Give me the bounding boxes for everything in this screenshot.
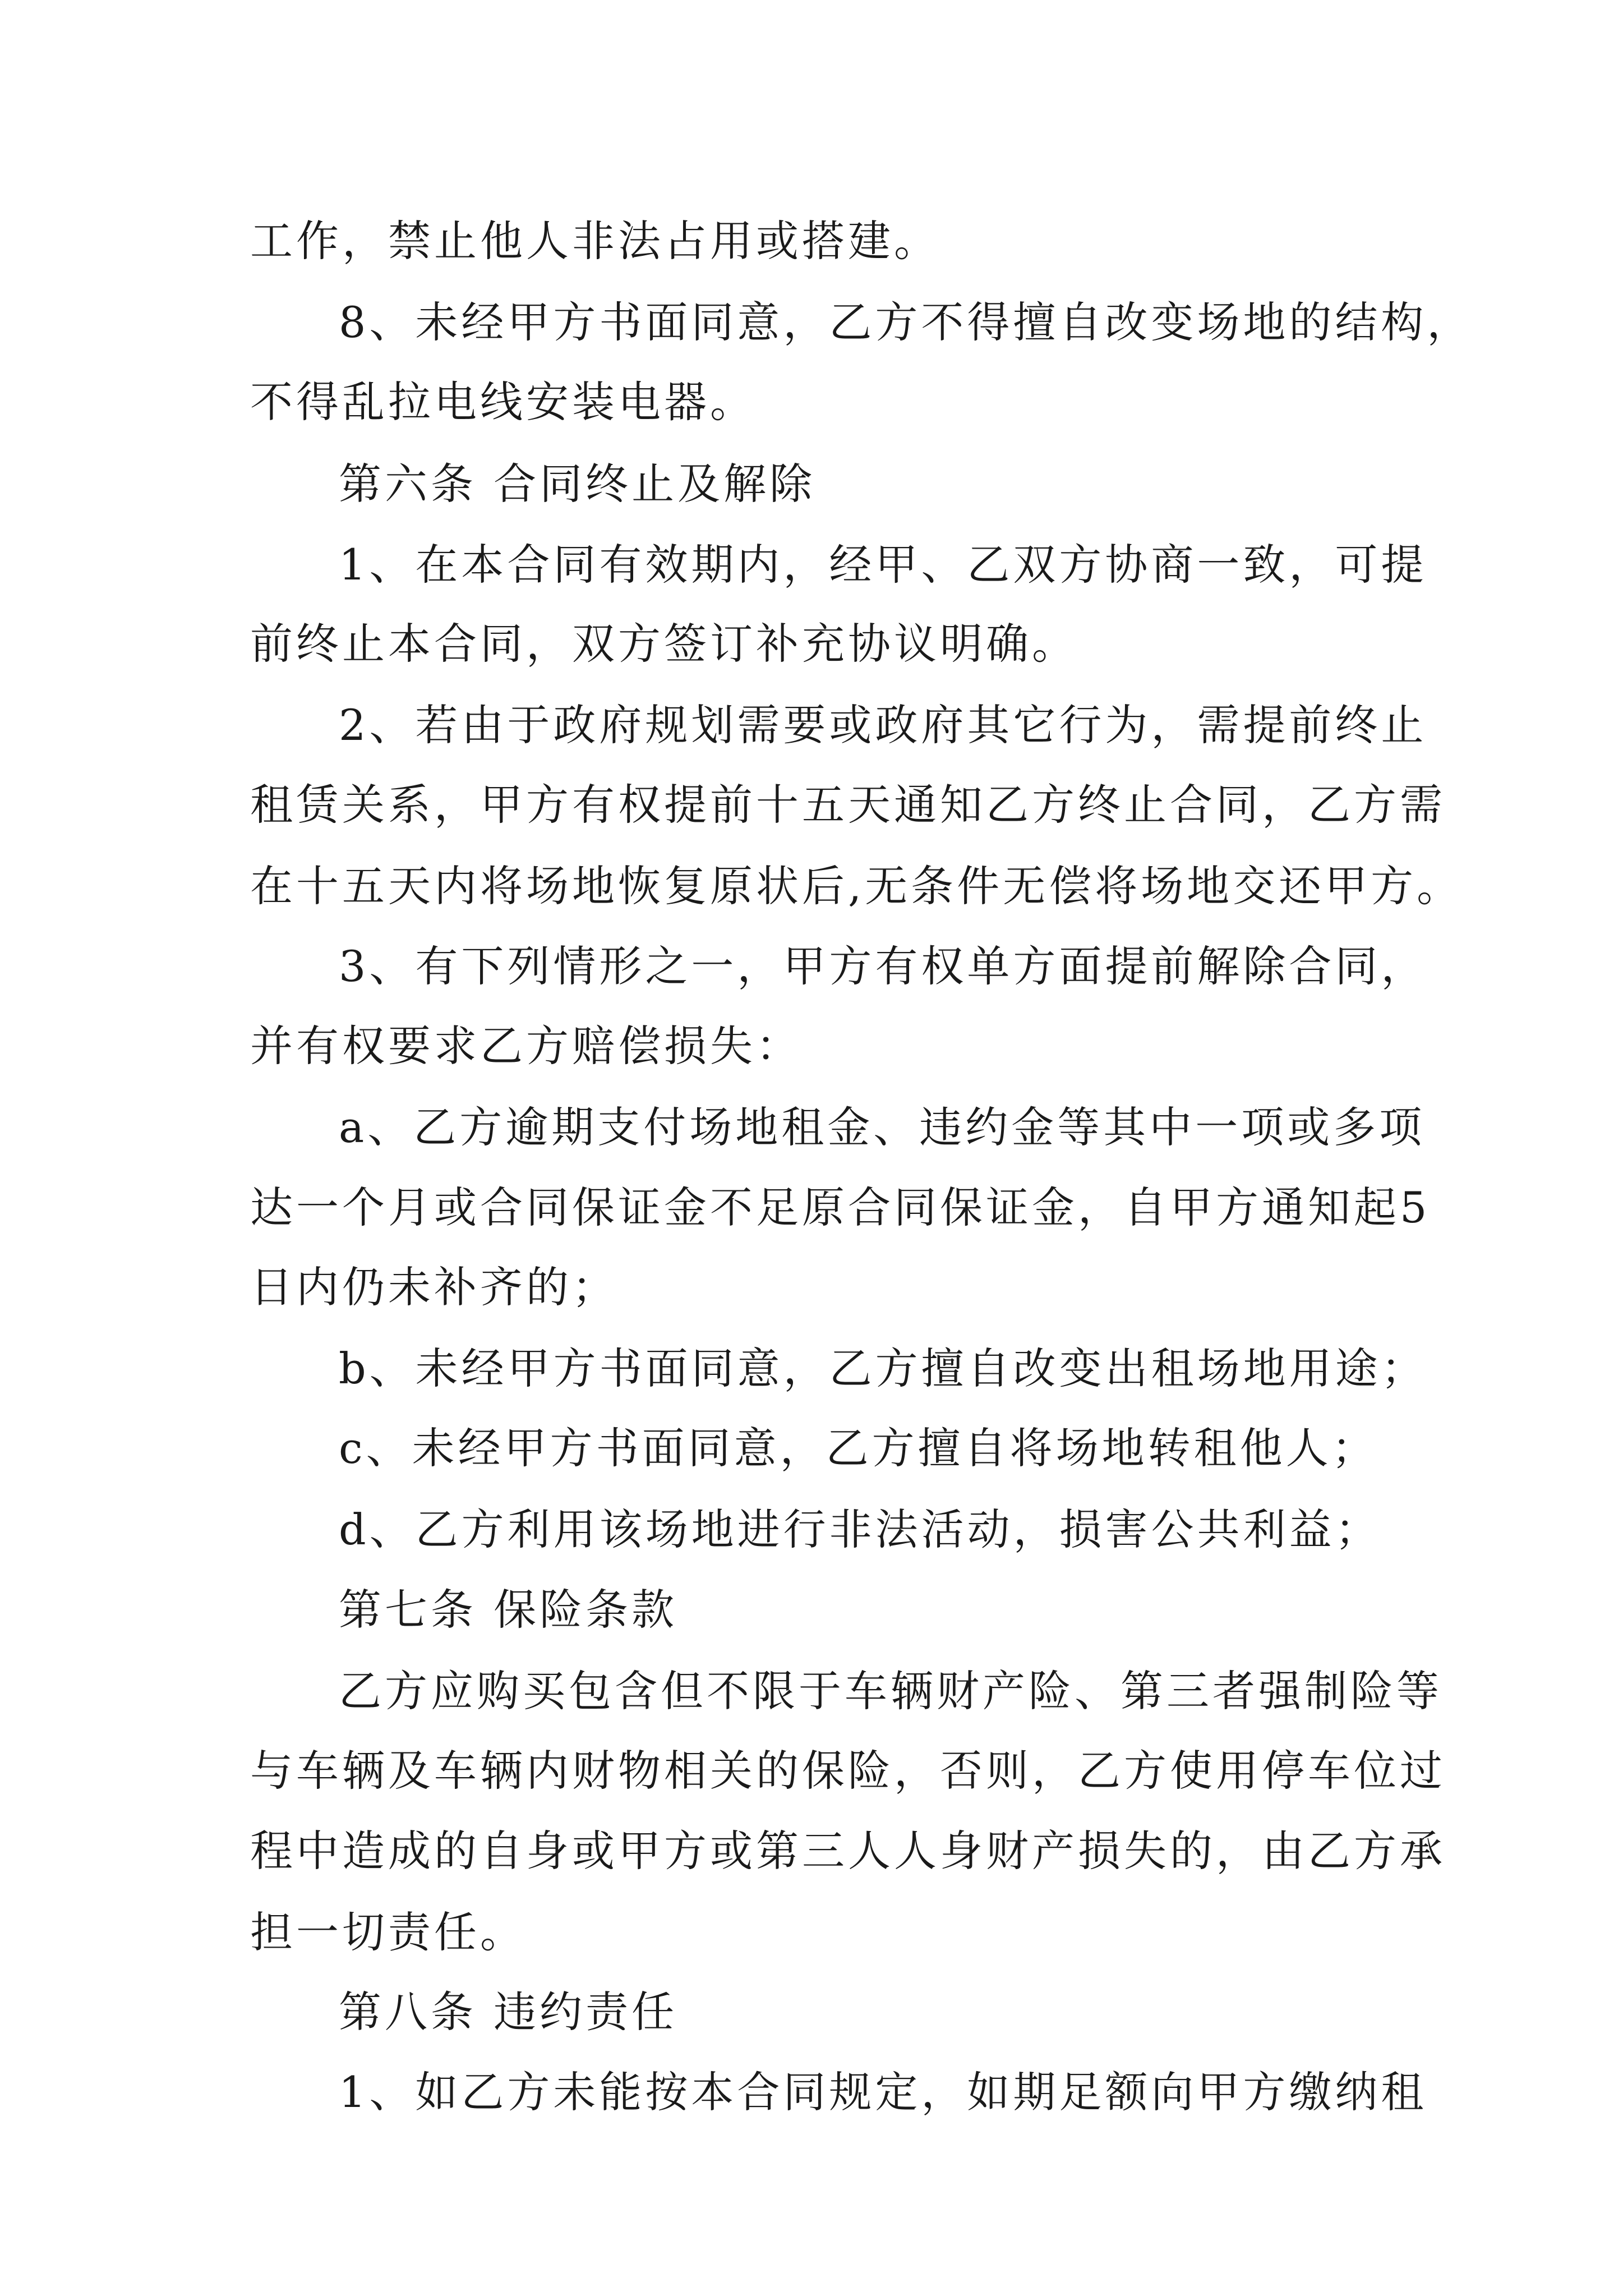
text-line-16: c、未经甲方书面同意，乙方擅自将场地转租他人； — [339, 1423, 1378, 1473]
text-line-2: 8、未经甲方书面同意，乙方不得擅自改变场地的结构， — [339, 297, 1473, 347]
text-line-20: 与车辆及车辆内财物相关的保险，否则，乙方使用停车位过 — [250, 1746, 1446, 1796]
text-line-21: 程中造成的自身或甲方或第三人人身财产损失的，由乙方承 — [250, 1826, 1446, 1876]
text-line-14: 日内仍未补齐的； — [250, 1262, 618, 1312]
text-line-24: 1、如乙方未能按本合同规定，如期足额向甲方缴纳租 — [339, 2067, 1427, 2117]
text-line-8: 租赁关系，甲方有权提前十五天通知乙方终止合同，乙方需 — [250, 780, 1446, 830]
text-line-10: 3、有下列情形之一，甲方有权单方面提前解除合同， — [339, 941, 1427, 991]
text-line-6: 前终止本合同，双方签订补充协议明确。 — [250, 619, 1078, 669]
text-line-15: b、未经甲方书面同意，乙方擅自改变出租场地用途； — [339, 1343, 1427, 1393]
section-heading-7: 第七条 保险条款 — [339, 1585, 678, 1635]
text-line-12: a、乙方逾期支付场地租金、违约金等其中一项或多项 — [339, 1102, 1426, 1152]
text-line-5: 1、在本合同有效期内，经甲、乙双方协商一致，可提 — [339, 540, 1427, 590]
text-line-11: 并有权要求乙方赔偿损失： — [250, 1021, 802, 1071]
text-line-1: 工作，禁止他人非法占用或搭建。 — [250, 216, 940, 266]
text-line-13: 达一个月或合同保证金不足原合同保证金，自甲方通知起5 — [250, 1182, 1431, 1232]
section-heading-8: 第八条 违约责任 — [339, 1987, 678, 2037]
text-line-22: 担一切责任。 — [250, 1907, 526, 1957]
text-line-17: d、乙方利用该场地进行非法活动，损害公共利益； — [339, 1504, 1381, 1554]
text-line-19: 乙方应购买包含但不限于车辆财产险、第三者强制险等 — [339, 1666, 1442, 1716]
text-line-3: 不得乱拉电线安装电器。 — [250, 377, 756, 427]
section-heading-6: 第六条 合同终止及解除 — [339, 459, 816, 509]
text-line-7: 2、若由于政府规划需要或政府其它行为，需提前终止 — [339, 700, 1427, 750]
text-line-9: 在十五天内将场地恢复原状后,无条件无偿将场地交还甲方。 — [250, 861, 1463, 911]
